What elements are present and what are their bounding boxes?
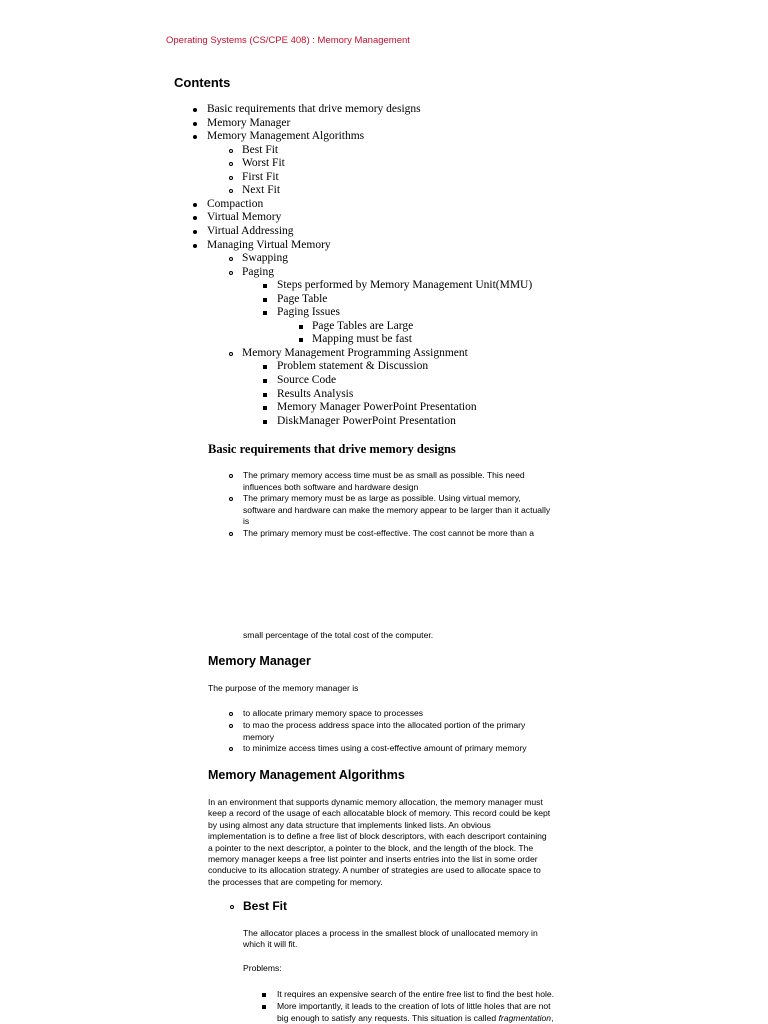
toc-link-memory-management-programming-assignment: Memory Management Programming Assignment [242, 346, 468, 359]
toc-link-page-tables-are-large[interactable]: Page Tables are Large [312, 319, 414, 332]
toc-link-basic-requirements-that-drive-memory-designs[interactable]: Basic requirements that drive memory designs [207, 103, 421, 115]
section-heading-bestfit: Best Fit [243, 899, 288, 913]
basic-item-text: influences both software and hardware design [243, 481, 419, 492]
problem-text: It requires an expensive search of the entire free list to find the best hole. [277, 989, 555, 999]
basic-item-text: The primary memory must be cost-effective. The cost cannot be more than a [243, 528, 535, 538]
section-heading-algorithms: Memory Management Algorithms [208, 768, 405, 782]
toc-bullet [229, 271, 233, 275]
bestfit-bullet [230, 905, 234, 909]
toc-link-diskmanager-powerpoint-presentation[interactable]: DiskManager PowerPoint Presentation [277, 414, 456, 427]
toc-bullet [229, 149, 233, 153]
toc-bullet [263, 365, 267, 369]
page-header: Operating Systems (CS/CPE 408) : Memory Management [166, 35, 410, 46]
toc-bullet [263, 420, 267, 424]
toc-bullet [229, 352, 233, 356]
toc-bullet [193, 108, 197, 112]
section-heading-basic: Basic requirements that drive memory designs [208, 442, 456, 456]
paragraph-line: by using almost any data structure that implements linked lists. An obvious [208, 819, 491, 830]
manager-intro: The purpose of the memory manager is [208, 683, 359, 693]
manager-item-text: to allocate primary memory space to processes [243, 708, 424, 718]
problem-bullet [262, 1005, 266, 1009]
toc-link-worst-fit[interactable]: Worst Fit [242, 157, 285, 170]
toc-bullet [193, 244, 197, 248]
toc-bullet [263, 284, 267, 288]
toc-link-managing-virtual-memory[interactable]: Managing Virtual Memory [207, 238, 331, 251]
toc-link-memory-manager[interactable]: Memory Manager [207, 116, 291, 129]
toc-bullet [299, 325, 303, 329]
algorithms-paragraph [208, 797, 550, 888]
toc-bullet [263, 406, 267, 410]
manager-item-bullet [229, 712, 233, 716]
contents-title: Contents [174, 75, 231, 90]
toc-link-problem-statement-discussion[interactable]: Problem statement & Discussion [277, 360, 429, 373]
basic-item-bullet [229, 474, 233, 478]
toc-bullet [229, 162, 233, 166]
toc-bullet [193, 122, 197, 126]
paragraph-line: conducive to its allocation strategy. A number of strategies are used to allocate space to [208, 865, 541, 876]
toc-link-first-fit[interactable]: First Fit [242, 170, 279, 183]
toc-bullet [193, 216, 197, 220]
basic-item-bullet [229, 497, 233, 501]
toc-link-compaction[interactable]: Compaction [207, 197, 264, 210]
toc-link-memory-management-algorithms[interactable]: Memory Management Algorithms [207, 130, 365, 143]
paragraph-line: the processes that are competing for memory. [208, 876, 383, 887]
basic-item-text: The primary memory must be as large as possible. Using virtual memory, [243, 493, 521, 503]
paragraph-line: The allocator places a process in the smallest block of unallocated memory in [243, 928, 538, 938]
problem-text: More importantly, it leads to the creation of lots of little holes that are not [277, 1001, 551, 1011]
toc-bullet [229, 257, 233, 261]
manager-item-text: memory [243, 731, 275, 742]
toc-link-virtual-addressing[interactable]: Virtual Addressing [207, 224, 294, 237]
paragraph-line: a pointer to the next descriptor, a pointer to the block, and the length of the block. The [208, 842, 534, 853]
toc-link-next-fit[interactable]: Next Fit [242, 184, 281, 197]
toc-link-paging[interactable]: Paging [242, 265, 274, 278]
paragraph-line: keep a record of the usage of each allocatable block of memory. This record could be kept [208, 808, 551, 819]
toc-bullet [193, 230, 197, 234]
manager-item-bullet [229, 724, 233, 728]
problem-text: big enough to satisfy any requests. This situation is called fragmentation, [277, 1012, 554, 1023]
basic-item-text: is [243, 516, 250, 526]
manager-item-bullet [229, 747, 233, 751]
toc-bullet [229, 189, 233, 193]
bestfit-paragraph [243, 928, 538, 951]
basic-item-text: software and hardware can make the memory appear to be larger than it actually [243, 504, 551, 515]
section-heading-manager: Memory Manager [208, 654, 311, 668]
basic-item-text: The primary memory access time must be as small as possible. This need [243, 470, 525, 480]
toc-bullet [263, 311, 267, 315]
paragraph-line: which it will fit. [243, 939, 298, 950]
toc-bullet [299, 338, 303, 342]
toc-bullet [229, 176, 233, 180]
toc-link-paging-issues[interactable]: Paging Issues [277, 306, 340, 319]
toc-bullet [193, 135, 197, 139]
toc-bullet [193, 203, 197, 207]
problem-bullet [262, 993, 266, 997]
paragraph-line: In an environment that supports dynamic memory allocation, the memory manager must [208, 797, 543, 807]
toc-link-steps-performed-by-memory-management-unit-mmu[interactable]: Steps performed by Memory Management Unit(MMU) [277, 279, 533, 292]
toc-link-mapping-must-be-fast[interactable]: Mapping must be fast [312, 333, 412, 346]
toc-bullet [263, 298, 267, 302]
paragraph-line: implementation is to define a free list of block descriptors, with each descriport containing [208, 831, 547, 842]
paragraph-line: memory manager keeps a free list pointer and inserts entries into the list in some order [208, 853, 538, 864]
toc-link-virtual-memory[interactable]: Virtual Memory [207, 211, 282, 224]
manager-item-text: to minimize access times using a cost-effective amount of primary memory [243, 743, 527, 753]
toc-link-swapping[interactable]: Swapping [242, 252, 288, 265]
toc-bullet [263, 379, 267, 383]
toc-link-page-table[interactable]: Page Table [277, 292, 328, 305]
basic-item-bullet [229, 532, 233, 536]
problems-label: Problems: [243, 963, 282, 973]
toc-bullet [263, 393, 267, 397]
toc-link-source-code[interactable]: Source Code [277, 374, 337, 386]
toc-link-memory-manager-powerpoint-presentation[interactable]: Memory Manager PowerPoint Presentation [277, 401, 477, 414]
fragmentation-term: fragmentation [498, 1012, 552, 1023]
manager-item-text: to mao the process address space into the allocated portion of the primary [243, 720, 526, 730]
toc-link-best-fit[interactable]: Best Fit [242, 143, 279, 156]
basic-continuation: small percentage of the total cost of the computer. [243, 630, 434, 640]
toc-link-results-analysis[interactable]: Results Analysis [277, 387, 354, 400]
